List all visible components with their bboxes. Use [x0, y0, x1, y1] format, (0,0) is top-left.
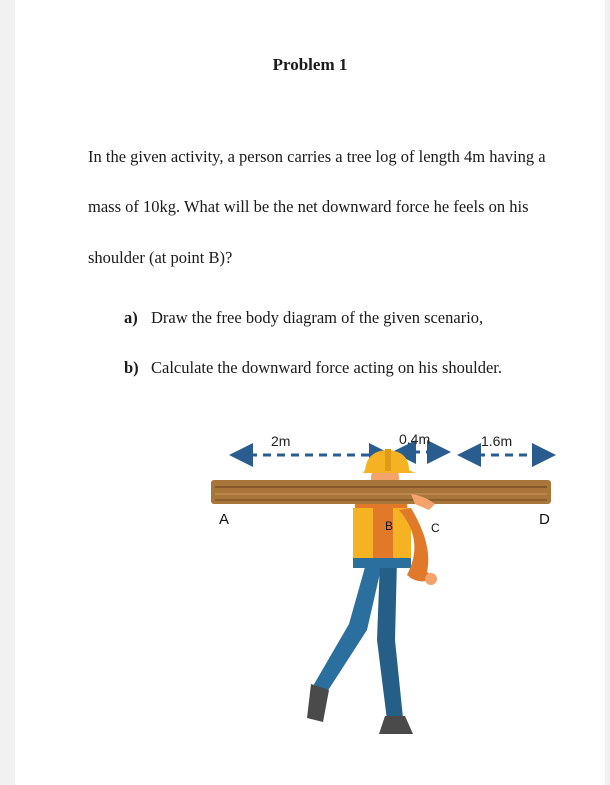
question-a-text: Draw the free body diagram of the given scenario, [151, 308, 484, 327]
dim-label-bc: 0.4m [399, 431, 431, 447]
right-shoe [379, 716, 413, 734]
dim-label-cd: 1.6m [481, 433, 513, 449]
question-a-label: a) [124, 308, 138, 327]
dim-label-ab: 2m [271, 433, 291, 449]
tree-log [211, 480, 551, 504]
problem-text-line-2: mass of 10kg. What will be the net downward force he feels on his [88, 197, 529, 216]
document-page [15, 0, 605, 785]
log-carrying-figure [15, 0, 605, 785]
problem-text-line-1: In the given activity, a person carries a tree log of length 4m having a [88, 147, 546, 166]
problem-text-line-3: shoulder (at point B)? [88, 248, 233, 267]
point-label-c: C [431, 521, 440, 535]
question-b-label: b) [124, 358, 139, 377]
point-label-d: D [539, 511, 550, 528]
worker-legs [307, 560, 413, 734]
point-label-a: A [219, 511, 230, 528]
left-shoe [307, 684, 329, 722]
problem-title: Problem 1 [272, 55, 348, 74]
point-label-b: B [385, 519, 394, 533]
question-b-text: Calculate the downward force acting on his shoulder. [151, 358, 502, 377]
